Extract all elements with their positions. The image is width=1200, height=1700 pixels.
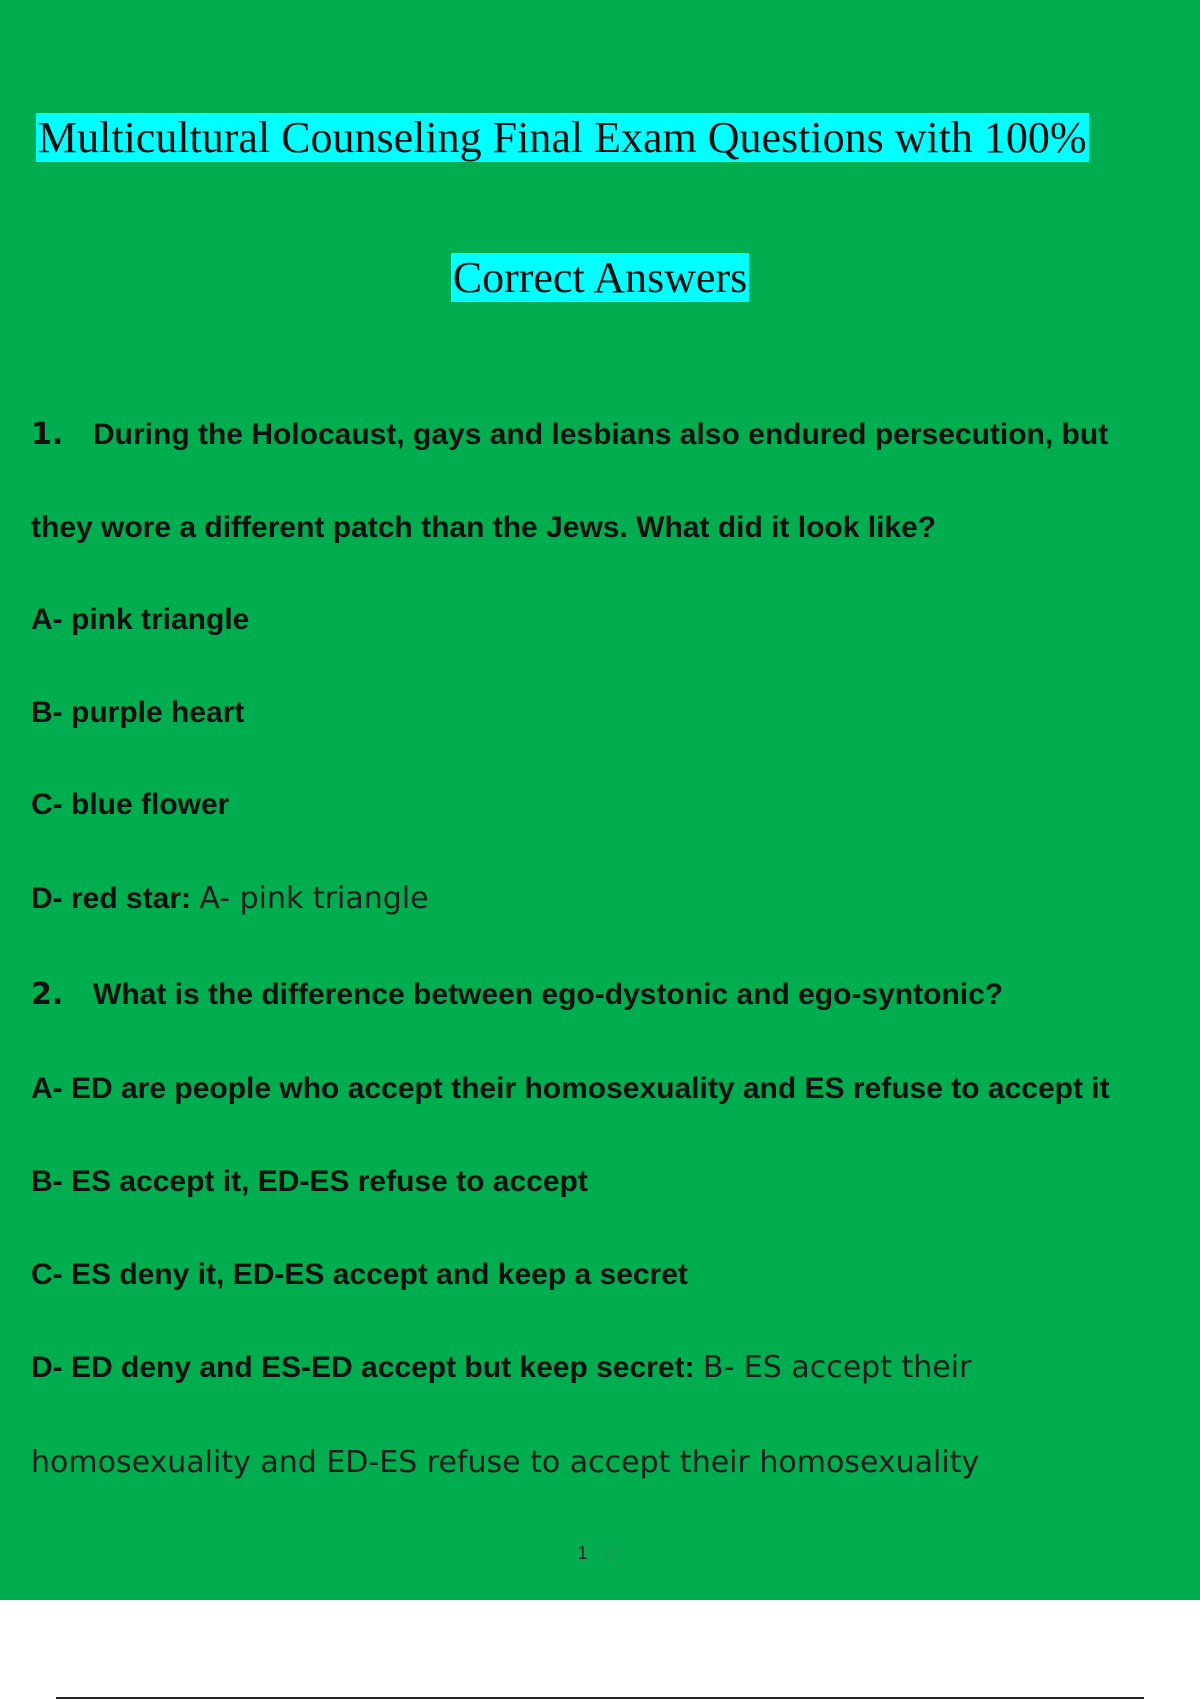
title-highlight: Correct Answers [452,253,748,302]
question-2-option-a [31,1069,1110,1109]
answer-text: homosexuality and ED-ES refuse to accept their homosexuality [31,1445,980,1480]
question-2-option-c [31,1255,688,1295]
page-current: 1 [577,1543,588,1563]
option-text: A- ED are people who accept their homosexuality and ES refuse to accept it [31,1072,1110,1105]
answer-text: B- ES accept their [702,1350,972,1385]
question-text: What is the difference between ego-dystonic and ego-syntonic? [93,978,1004,1011]
question-number: 2. [31,977,64,1012]
question-2-line-1 [31,975,1003,1015]
question-2-answer-continued [31,1443,979,1483]
question-text: they wore a different patch than the Jews. What did it look like? [31,511,937,544]
question-2-option-d [31,1348,971,1388]
page-total: / 14 [587,1543,623,1563]
page-number [0,1543,1200,1564]
question-text: During the Holocaust, gays and lesbians also endured persecution, but [93,418,1109,451]
option-text: D- ED deny and ES-ED accept but keep secret: [31,1351,695,1384]
question-1-option-a [31,600,249,640]
option-text: B- purple heart [31,696,245,729]
question-number: 1. [31,417,64,452]
title-line-1 [36,110,1200,166]
question-2-option-b [31,1162,588,1202]
option-text: A- pink triangle [31,603,250,636]
option-text: B- ES accept it, ED-ES refuse to accept [31,1165,588,1198]
answer-text: A- pink triangle [199,881,429,916]
question-1-option-c [31,785,229,825]
question-1-line-1 [31,415,1108,455]
question-1-option-b [31,693,244,733]
title-highlight: Multicultural Counseling Final Exam Questions with 100% [38,113,1087,162]
title-line-2 [0,250,1200,306]
option-text: C- ES deny it, ED-ES accept and keep a secret [31,1258,688,1291]
question-1-option-d [31,879,429,919]
option-text: D- red star: [31,882,192,915]
footer-divider [56,1697,1144,1699]
option-text: C- blue flower [31,788,230,821]
question-1-line-2 [31,508,936,548]
